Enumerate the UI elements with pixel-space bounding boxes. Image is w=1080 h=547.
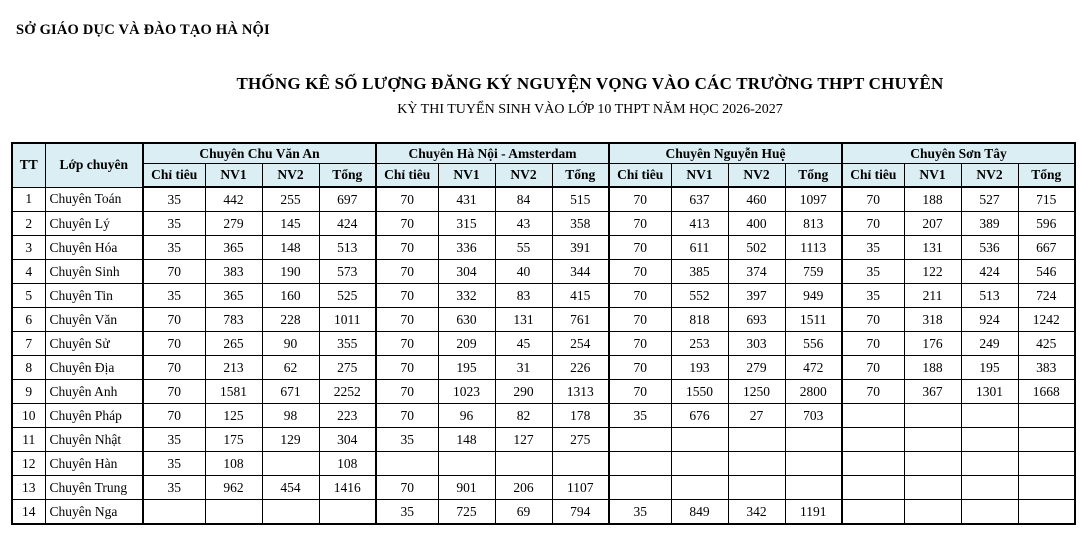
value-cell: 1250	[728, 380, 785, 404]
value-cell: 783	[205, 308, 262, 332]
value-cell: 513	[961, 284, 1018, 308]
value-cell: 2800	[785, 380, 842, 404]
value-cell: 536	[961, 236, 1018, 260]
value-cell	[785, 452, 842, 476]
value-cell	[671, 452, 728, 476]
group-header-son-tay: Chuyên Sơn Tây	[842, 143, 1075, 164]
value-cell: 365	[205, 284, 262, 308]
value-cell	[609, 428, 671, 452]
value-cell: 70	[376, 236, 438, 260]
value-cell: 188	[904, 356, 961, 380]
value-cell: 131	[495, 308, 552, 332]
class-name: Chuyên Trung	[45, 476, 143, 500]
value-cell: 70	[609, 380, 671, 404]
value-cell: 70	[609, 187, 671, 212]
value-cell	[671, 476, 728, 500]
value-cell: 35	[376, 428, 438, 452]
value-cell: 2252	[319, 380, 376, 404]
value-cell: 70	[376, 332, 438, 356]
value-cell	[785, 476, 842, 500]
value-cell: 35	[842, 236, 904, 260]
value-cell: 693	[728, 308, 785, 332]
value-cell	[495, 452, 552, 476]
value-cell: 178	[552, 404, 609, 428]
value-cell	[842, 452, 904, 476]
table-row	[12, 356, 1075, 380]
value-cell: 70	[842, 380, 904, 404]
value-cell: 472	[785, 356, 842, 380]
value-cell: 249	[961, 332, 1018, 356]
value-cell: 70	[609, 308, 671, 332]
value-cell: 193	[671, 356, 728, 380]
value-cell	[609, 452, 671, 476]
table-row	[12, 308, 1075, 332]
value-cell: 460	[728, 187, 785, 212]
value-cell: 84	[495, 187, 552, 212]
value-cell: 1550	[671, 380, 728, 404]
value-cell: 1416	[319, 476, 376, 500]
value-cell: 70	[842, 308, 904, 332]
value-cell	[728, 476, 785, 500]
value-cell: 759	[785, 260, 842, 284]
value-cell: 70	[842, 187, 904, 212]
value-cell: 374	[728, 260, 785, 284]
value-cell: 515	[552, 187, 609, 212]
value-cell: 35	[143, 187, 205, 212]
value-cell: 413	[671, 212, 728, 236]
value-cell: 637	[671, 187, 728, 212]
value-cell: 96	[438, 404, 495, 428]
value-cell: 342	[728, 500, 785, 525]
value-cell: 188	[904, 187, 961, 212]
value-cell: 962	[205, 476, 262, 500]
value-cell: 255	[262, 187, 319, 212]
value-cell: 35	[376, 500, 438, 525]
value-cell: 697	[319, 187, 376, 212]
subheader-nv2: NV2	[495, 164, 552, 188]
value-cell: 35	[609, 500, 671, 525]
class-name: Chuyên Sử	[45, 332, 143, 356]
value-cell: 1242	[1018, 308, 1075, 332]
value-cell: 1581	[205, 380, 262, 404]
row-index: 7	[12, 332, 45, 356]
subheader-total: Tổng	[1018, 164, 1075, 188]
value-cell	[904, 476, 961, 500]
value-cell: 90	[262, 332, 319, 356]
value-cell: 275	[552, 428, 609, 452]
value-cell: 290	[495, 380, 552, 404]
row-index: 1	[12, 187, 45, 212]
row-index: 9	[12, 380, 45, 404]
row-index: 8	[12, 356, 45, 380]
value-cell	[1018, 452, 1075, 476]
value-cell: 703	[785, 404, 842, 428]
value-cell: 35	[842, 260, 904, 284]
value-cell	[961, 476, 1018, 500]
value-cell: 400	[728, 212, 785, 236]
header-row-groups	[12, 143, 1075, 164]
value-cell: 254	[552, 332, 609, 356]
value-cell: 556	[785, 332, 842, 356]
value-cell: 318	[904, 308, 961, 332]
table-body	[12, 187, 1075, 524]
value-cell	[1018, 404, 1075, 428]
value-cell: 70	[376, 404, 438, 428]
value-cell: 176	[904, 332, 961, 356]
table-row	[12, 404, 1075, 428]
value-cell: 389	[961, 212, 1018, 236]
value-cell: 148	[262, 236, 319, 260]
value-cell: 70	[609, 332, 671, 356]
row-index: 12	[12, 452, 45, 476]
row-index: 13	[12, 476, 45, 500]
value-cell: 70	[143, 356, 205, 380]
value-cell: 552	[671, 284, 728, 308]
value-cell: 1313	[552, 380, 609, 404]
value-cell: 35	[143, 428, 205, 452]
value-cell	[438, 452, 495, 476]
table-row	[12, 380, 1075, 404]
class-name: Chuyên Toán	[45, 187, 143, 212]
row-index: 5	[12, 284, 45, 308]
class-name: Chuyên Lý	[45, 212, 143, 236]
value-cell: 127	[495, 428, 552, 452]
value-cell: 35	[143, 476, 205, 500]
header-row-sub	[12, 164, 1075, 188]
page-subtitle: KỲ THI TUYỂN SINH VÀO LỚP 10 THPT NĂM HỌC 2026-2027	[397, 102, 783, 117]
value-cell	[205, 500, 262, 525]
value-cell: 70	[842, 212, 904, 236]
value-cell: 715	[1018, 187, 1075, 212]
value-cell: 596	[1018, 212, 1075, 236]
value-cell: 223	[319, 404, 376, 428]
value-cell: 160	[262, 284, 319, 308]
value-cell: 70	[143, 308, 205, 332]
value-cell: 62	[262, 356, 319, 380]
value-cell: 70	[143, 380, 205, 404]
value-cell: 226	[552, 356, 609, 380]
value-cell	[785, 428, 842, 452]
class-name: Chuyên Hàn	[45, 452, 143, 476]
value-cell: 630	[438, 308, 495, 332]
value-cell	[728, 428, 785, 452]
value-cell: 397	[728, 284, 785, 308]
value-cell: 332	[438, 284, 495, 308]
value-cell: 35	[143, 284, 205, 308]
value-cell: 145	[262, 212, 319, 236]
value-cell: 431	[438, 187, 495, 212]
table-row	[12, 187, 1075, 212]
value-cell: 35	[143, 236, 205, 260]
subheader-quota: Chỉ tiêu	[376, 164, 438, 188]
value-cell	[904, 404, 961, 428]
class-name: Chuyên Nga	[45, 500, 143, 525]
value-cell	[961, 404, 1018, 428]
value-cell: 70	[842, 332, 904, 356]
value-cell	[609, 476, 671, 500]
class-name: Chuyên Văn	[45, 308, 143, 332]
value-cell: 129	[262, 428, 319, 452]
value-cell: 70	[842, 356, 904, 380]
value-cell: 1097	[785, 187, 842, 212]
value-cell: 315	[438, 212, 495, 236]
subheader-nv1: NV1	[205, 164, 262, 188]
value-cell: 383	[205, 260, 262, 284]
value-cell: 1668	[1018, 380, 1075, 404]
table-row	[12, 500, 1075, 525]
value-cell: 70	[143, 260, 205, 284]
value-cell: 1107	[552, 476, 609, 500]
value-cell: 344	[552, 260, 609, 284]
value-cell: 304	[319, 428, 376, 452]
page-title: THỐNG KÊ SỐ LƯỢNG ĐĂNG KÝ NGUYỆN VỌNG VÀO CÁC TRƯỜNG THPT CHUYÊN	[236, 74, 944, 93]
group-header-chu-van-an: Chuyên Chu Văn An	[143, 143, 376, 164]
subheader-nv2: NV2	[961, 164, 1018, 188]
value-cell: 1023	[438, 380, 495, 404]
value-cell: 190	[262, 260, 319, 284]
value-cell: 303	[728, 332, 785, 356]
value-cell: 195	[961, 356, 1018, 380]
group-header-nguyen-hue: Chuyên Nguyễn Huệ	[609, 143, 842, 164]
group-header-ha-noi-amsterdam: Chuyên Hà Nội - Amsterdam	[376, 143, 609, 164]
value-cell	[262, 500, 319, 525]
value-cell: 70	[143, 404, 205, 428]
class-name: Chuyên Sinh	[45, 260, 143, 284]
class-name: Chuyên Anh	[45, 380, 143, 404]
table-row	[12, 236, 1075, 260]
value-cell: 195	[438, 356, 495, 380]
value-cell	[1018, 476, 1075, 500]
value-cell: 70	[609, 356, 671, 380]
value-cell: 525	[319, 284, 376, 308]
value-cell: 383	[1018, 356, 1075, 380]
value-cell: 82	[495, 404, 552, 428]
value-cell	[842, 428, 904, 452]
value-cell: 279	[728, 356, 785, 380]
subheader-quota: Chỉ tiêu	[842, 164, 904, 188]
value-cell	[262, 452, 319, 476]
value-cell: 794	[552, 500, 609, 525]
class-name: Chuyên Địa	[45, 356, 143, 380]
value-cell: 424	[319, 212, 376, 236]
value-cell: 83	[495, 284, 552, 308]
value-cell: 358	[552, 212, 609, 236]
value-cell: 527	[961, 187, 1018, 212]
row-index: 3	[12, 236, 45, 260]
value-cell: 211	[904, 284, 961, 308]
value-cell: 1011	[319, 308, 376, 332]
value-cell: 206	[495, 476, 552, 500]
value-cell: 207	[904, 212, 961, 236]
subheader-quota: Chỉ tiêu	[143, 164, 205, 188]
value-cell	[319, 500, 376, 525]
subheader-nv1: NV1	[671, 164, 728, 188]
subheader-nv1: NV1	[438, 164, 495, 188]
value-cell: 125	[205, 404, 262, 428]
row-index: 2	[12, 212, 45, 236]
row-index: 14	[12, 500, 45, 525]
table-row	[12, 428, 1075, 452]
value-cell	[904, 500, 961, 525]
value-cell: 70	[609, 236, 671, 260]
department-name: SỞ GIÁO DỤC VÀ ĐÀO TẠO HÀ NỘI	[16, 22, 270, 38]
value-cell: 671	[262, 380, 319, 404]
value-cell: 573	[319, 260, 376, 284]
value-cell: 108	[205, 452, 262, 476]
value-cell: 131	[904, 236, 961, 260]
value-cell: 70	[376, 356, 438, 380]
value-cell: 122	[904, 260, 961, 284]
value-cell: 70	[609, 212, 671, 236]
value-cell: 265	[205, 332, 262, 356]
value-cell: 415	[552, 284, 609, 308]
value-cell: 1301	[961, 380, 1018, 404]
value-cell: 611	[671, 236, 728, 260]
value-cell: 69	[495, 500, 552, 525]
value-cell: 355	[319, 332, 376, 356]
class-name: Chuyên Hóa	[45, 236, 143, 260]
value-cell: 1511	[785, 308, 842, 332]
value-cell: 175	[205, 428, 262, 452]
value-cell: 1113	[785, 236, 842, 260]
row-index: 10	[12, 404, 45, 428]
table-row	[12, 260, 1075, 284]
value-cell	[842, 404, 904, 428]
value-cell: 367	[904, 380, 961, 404]
value-cell: 1191	[785, 500, 842, 525]
value-cell: 424	[961, 260, 1018, 284]
subheader-total: Tổng	[552, 164, 609, 188]
value-cell: 336	[438, 236, 495, 260]
value-cell: 454	[262, 476, 319, 500]
value-cell	[1018, 428, 1075, 452]
class-name: Chuyên Pháp	[45, 404, 143, 428]
value-cell: 70	[609, 260, 671, 284]
value-cell	[1018, 500, 1075, 525]
row-index: 4	[12, 260, 45, 284]
value-cell: 513	[319, 236, 376, 260]
value-cell: 213	[205, 356, 262, 380]
subheader-nv2: NV2	[728, 164, 785, 188]
class-name: Chuyên Tin	[45, 284, 143, 308]
value-cell: 43	[495, 212, 552, 236]
value-cell: 949	[785, 284, 842, 308]
table-row	[12, 332, 1075, 356]
value-cell: 70	[376, 380, 438, 404]
value-cell: 724	[1018, 284, 1075, 308]
value-cell: 676	[671, 404, 728, 428]
table-row	[12, 212, 1075, 236]
value-cell: 279	[205, 212, 262, 236]
subheader-total: Tổng	[785, 164, 842, 188]
value-cell	[728, 452, 785, 476]
value-cell: 209	[438, 332, 495, 356]
value-cell: 813	[785, 212, 842, 236]
value-cell: 667	[1018, 236, 1075, 260]
value-cell: 148	[438, 428, 495, 452]
class-name: Chuyên Nhật	[45, 428, 143, 452]
value-cell	[376, 452, 438, 476]
value-cell	[842, 476, 904, 500]
table-row	[12, 476, 1075, 500]
value-cell: 849	[671, 500, 728, 525]
value-cell: 27	[728, 404, 785, 428]
value-cell: 35	[143, 212, 205, 236]
subheader-nv2: NV2	[262, 164, 319, 188]
value-cell: 70	[376, 260, 438, 284]
value-cell: 70	[376, 308, 438, 332]
value-cell: 70	[376, 476, 438, 500]
value-cell: 502	[728, 236, 785, 260]
value-cell	[552, 452, 609, 476]
col-header-class: Lớp chuyên	[45, 143, 143, 187]
value-cell: 818	[671, 308, 728, 332]
row-index: 6	[12, 308, 45, 332]
value-cell: 31	[495, 356, 552, 380]
value-cell	[842, 500, 904, 525]
value-cell: 924	[961, 308, 1018, 332]
value-cell: 228	[262, 308, 319, 332]
value-cell: 385	[671, 260, 728, 284]
value-cell: 70	[376, 212, 438, 236]
value-cell: 35	[842, 284, 904, 308]
table-row	[12, 452, 1075, 476]
value-cell: 70	[376, 284, 438, 308]
value-cell: 40	[495, 260, 552, 284]
value-cell: 35	[143, 452, 205, 476]
value-cell	[671, 428, 728, 452]
value-cell: 70	[143, 332, 205, 356]
value-cell: 391	[552, 236, 609, 260]
value-cell	[143, 500, 205, 525]
value-cell: 425	[1018, 332, 1075, 356]
value-cell: 98	[262, 404, 319, 428]
value-cell	[961, 452, 1018, 476]
subheader-quota: Chỉ tiêu	[609, 164, 671, 188]
value-cell: 304	[438, 260, 495, 284]
row-index: 11	[12, 428, 45, 452]
value-cell	[961, 428, 1018, 452]
value-cell: 253	[671, 332, 728, 356]
subheader-total: Tổng	[319, 164, 376, 188]
value-cell: 546	[1018, 260, 1075, 284]
value-cell: 35	[609, 404, 671, 428]
value-cell: 55	[495, 236, 552, 260]
value-cell	[961, 500, 1018, 525]
value-cell: 442	[205, 187, 262, 212]
value-cell	[904, 428, 961, 452]
value-cell: 275	[319, 356, 376, 380]
subheader-nv1: NV1	[904, 164, 961, 188]
value-cell: 108	[319, 452, 376, 476]
value-cell: 70	[609, 284, 671, 308]
value-cell: 365	[205, 236, 262, 260]
value-cell: 45	[495, 332, 552, 356]
value-cell: 901	[438, 476, 495, 500]
registration-statistics-table	[11, 142, 1076, 525]
table-row	[12, 284, 1075, 308]
value-cell: 70	[376, 187, 438, 212]
col-header-tt: TT	[12, 143, 45, 187]
value-cell: 725	[438, 500, 495, 525]
value-cell	[904, 452, 961, 476]
value-cell: 761	[552, 308, 609, 332]
